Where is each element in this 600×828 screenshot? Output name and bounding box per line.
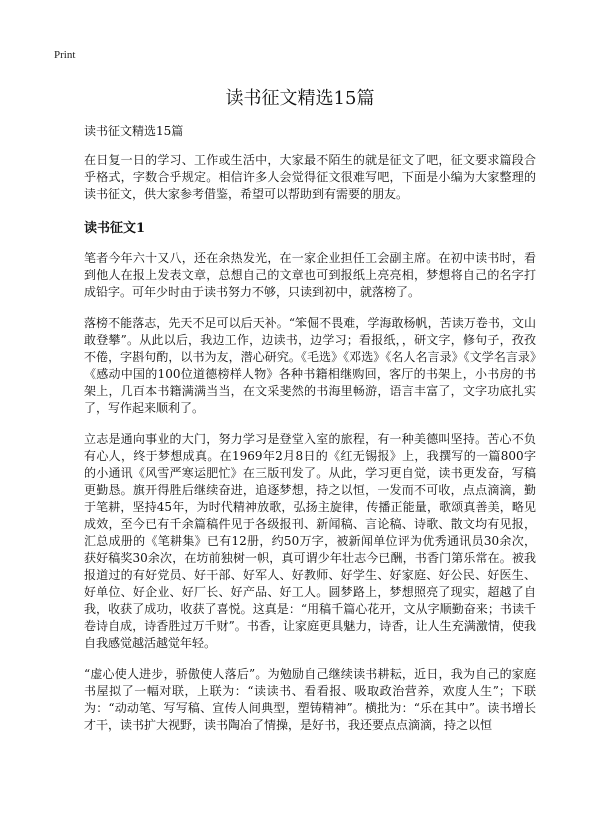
document-title: 读书征文精选15篇 <box>225 88 375 109</box>
print-label: Print <box>54 49 76 61</box>
body-paragraph-4: “虚心使人进步，骄傲使人落后”。为勉励自己继续读书耕耘，近日，我为自己的家庭书屋拟了一幅对联，上联为：“读读书、看看报、吸取政治营养，欢度人生”；下联为：“动动笔、写写稿、宣传人间典型，塑铸精神”。横批为：“乐在其中”。读书增长才干，读书扩大视野，读书陶冶了情操，是好书，我还要点点滴滴，持之以恒 <box>84 667 536 732</box>
document-body <box>84 123 536 748</box>
intro-paragraph: 在日复一日的学习、工作或生活中，大家最不陌生的就是征文了吧，征文要求篇段合乎格式，字数合乎规定。相信许多人会觉得征文很难写吧，下面是小编为大家整理的读书征文，供大家参考借鉴，希望可以帮助到有需要的朋友。 <box>84 153 536 201</box>
body-paragraph-2: 落榜不能落志，先天不足可以后天补。“笨倔不畏难，学海敢杨帆，苦读万卷书，文山敢登攀”。从此以后，我边工作，边读书，边学习；看报纸，，研文字，修句子，孜孜不倦，字斟句酌，以书为友，潜心研究。《毛选》《邓选》《名人名言录》《文学名言录》《感动中国的100位道德榜样人物》各种书籍相继购回，客厅的书架上，小书房的书架上，几百本书籍满满当当，在文采斐然的书海里畅游，语言丰富了，文字功底扎实了，写作起来顺利了。 <box>84 316 536 415</box>
body-paragraph-3: 立志是通向事业的大门，努力学习是登堂入室的旅程，有一种美德叫坚持。苦心不负有心人，终于梦想成真。在1969年2月8日的《红无锡报》上，我撰写的一篇800字的小通讯《风雪严寒运肥忙》在三版刊发了。从此，学习更自觉，读书更发奋，写稿更勤恳。旗开得胜后继续奋进，追逐梦想，持之以恒，一发而不可收，点点滴滴，勤于笔耕，坚持45年，为时代精神放歌，弘扬主旋律，传播正能量，歌颂真善美，略见成效，至今已有千余篇稿件见于各级报刊、新闻稿、言论稿、诗歌、散文均有见报，汇总成册的《笔耕集》已有12册，约50万字，被新闻单位评为优秀通讯员30余次，获好稿奖30余次，在坊前独树一帜，真可谓少年壮志今已酬，书香门第乐常在。被我报道过的有好党员、好干部、好军人、好教师、好学生、好家庭、好公民、好医生、好单位、好企业、好厂长、好产品、好工人。圆梦路上，梦想照亮了现实，超越了自我，收获了成功，收获了喜悦。这真是：“用稿千篇心花开，文从字顺勤奋来；书读千卷诗自成，诗香胜过万千财”。书香，让家庭更具魅力，诗香，让人生充满激情，使我自我感觉越活越觉年轻。 <box>84 432 536 650</box>
section-heading: 读书征文1 <box>84 221 146 236</box>
body-paragraph-1: 笔者今年六十又八，还在余热发光，在一家企业担任工会副主席。在初中读书时，看到他人在报上发表文章，总想自己的文章也可到报纸上亮亮相，梦想将自己的名字打成铅字。可年少时由于读书努力不够，只读到初中，就落榜了。 <box>84 251 536 299</box>
document-subtitle: 读书征文精选15篇 <box>84 124 184 138</box>
